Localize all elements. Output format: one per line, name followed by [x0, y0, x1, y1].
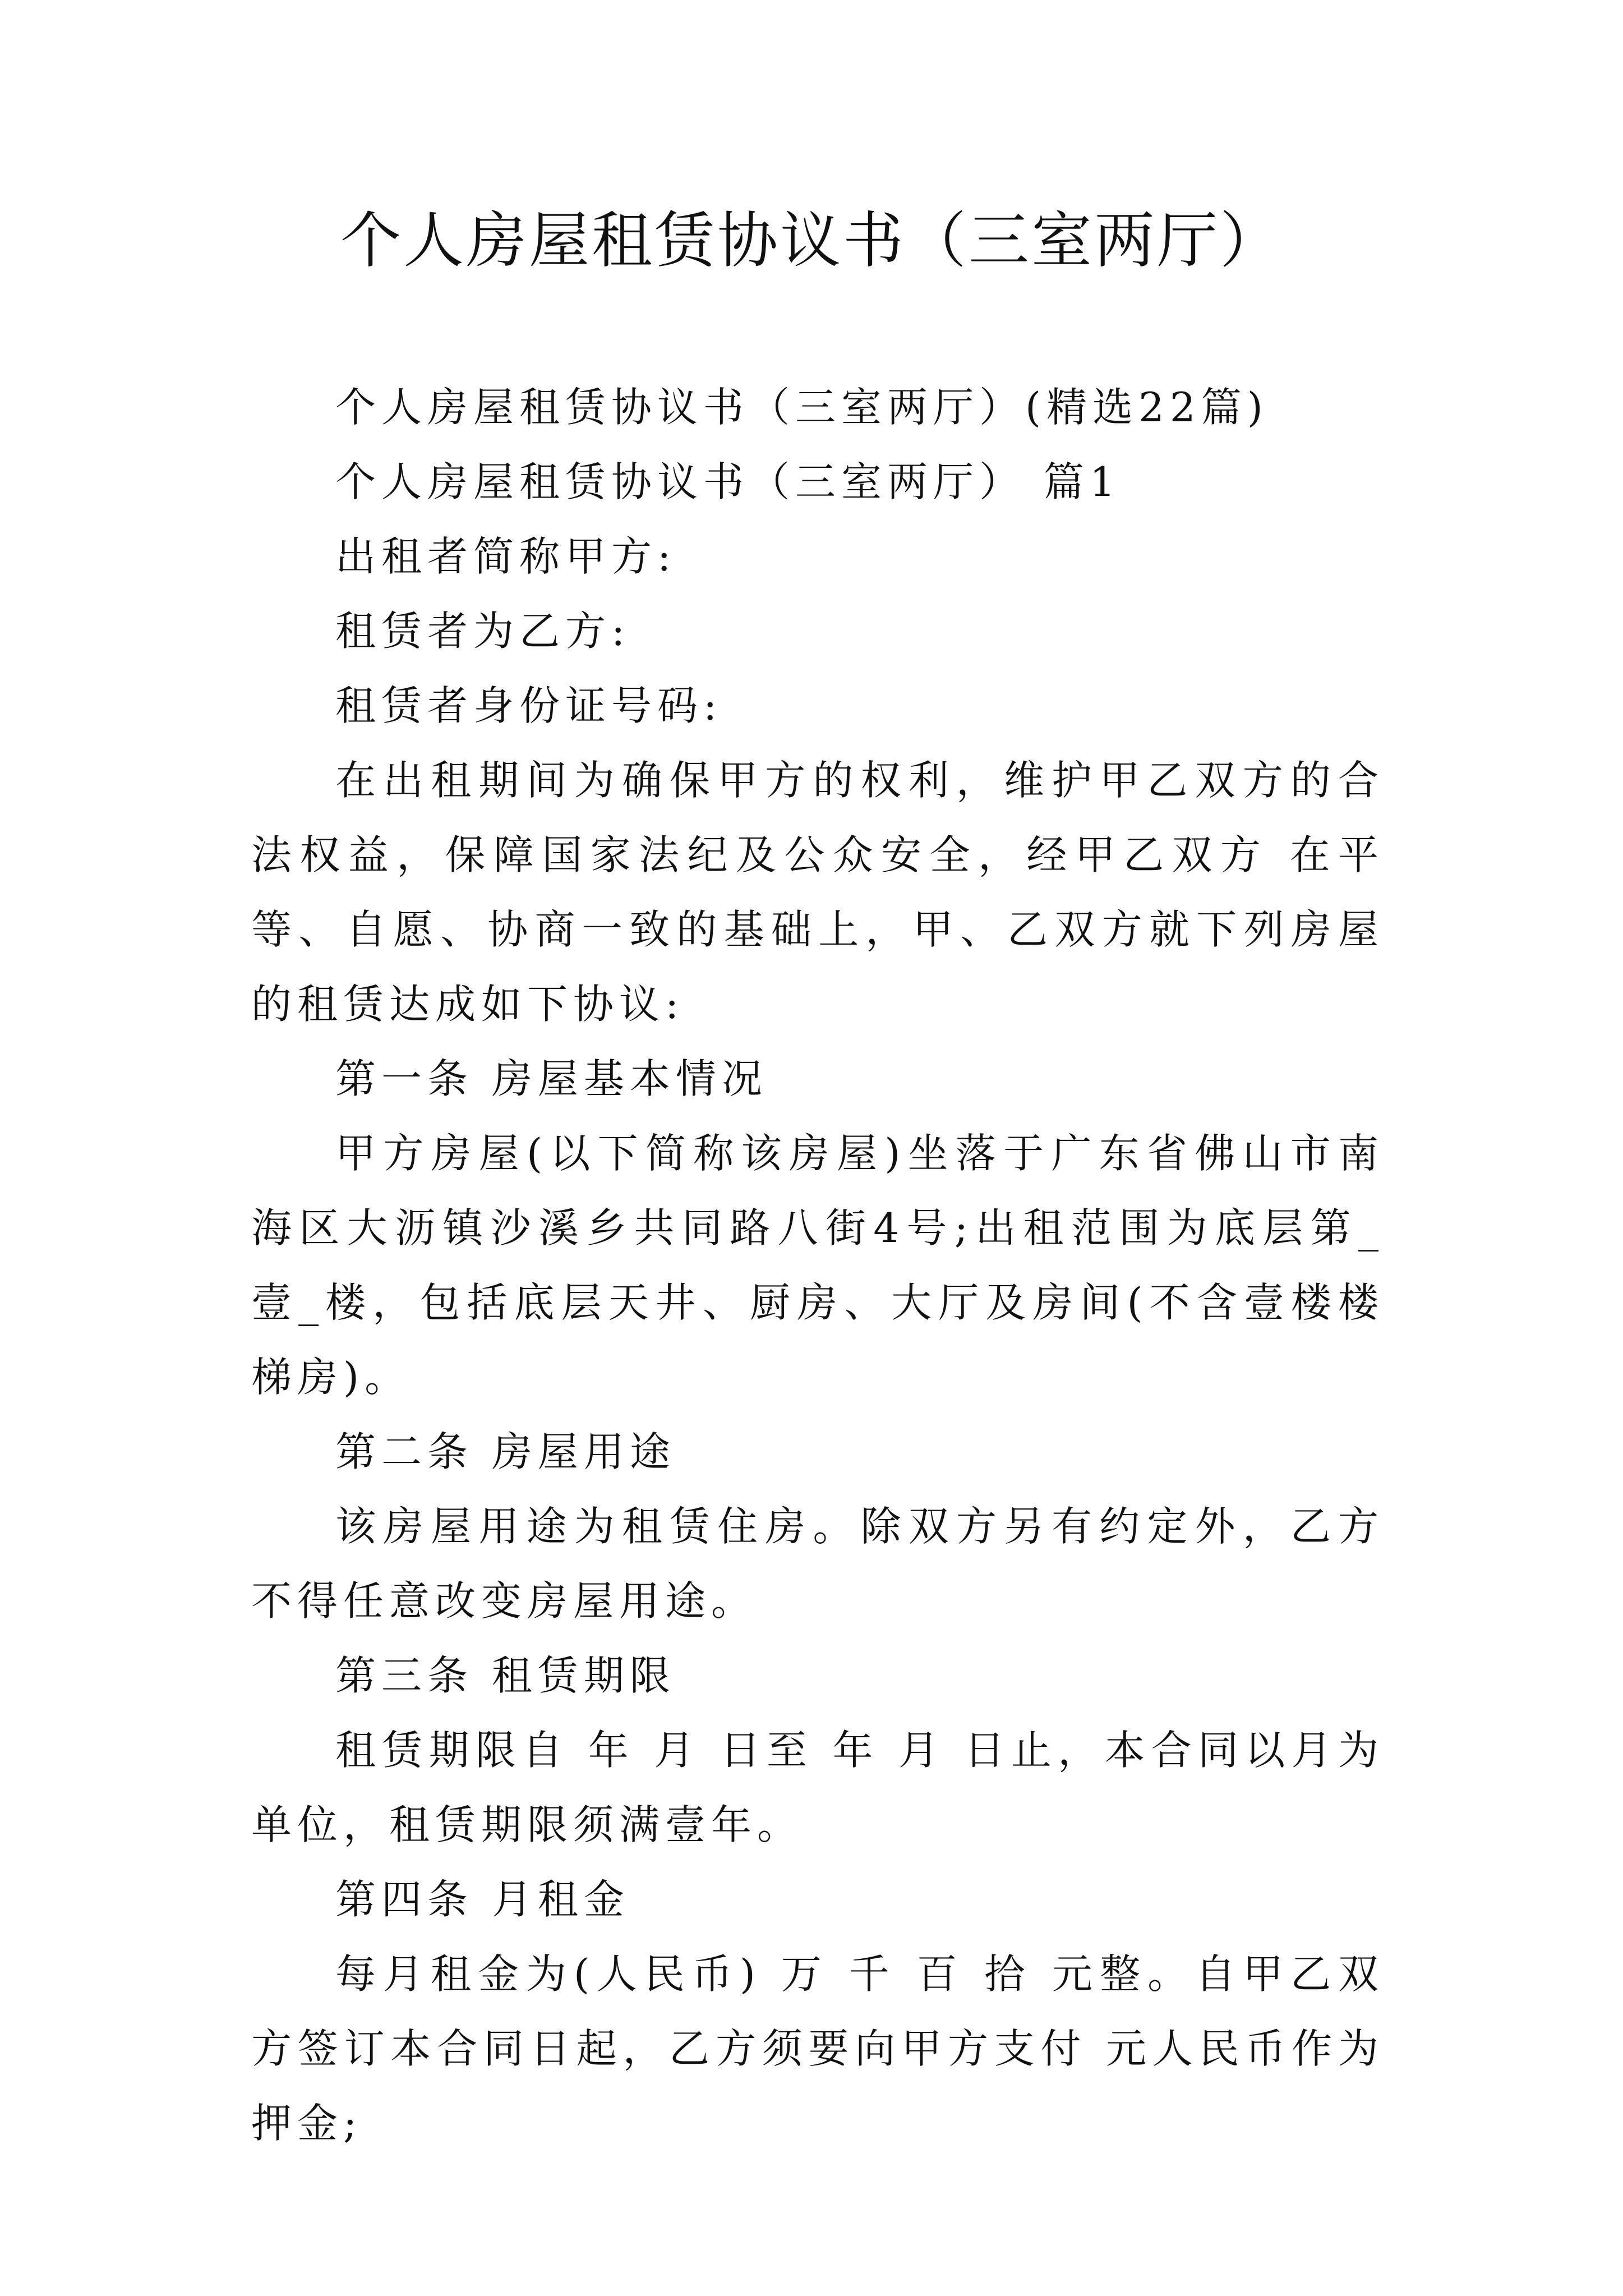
- document-body: [251, 370, 1384, 2161]
- clause-4-heading: 第四条 月租金: [335, 1876, 630, 1923]
- clause-4-body: 每月租金为(人民币) 万 千 百 拾 元整。自甲乙双方签订本合同日起，乙方须要向甲方支付 元人民币作为押金;: [251, 1950, 1384, 2147]
- clause-3-body: 租赁期限自 年 月 日至 年 月 日止，本合同以月为单位，租赁期限须满壹年。: [251, 1727, 1384, 1848]
- lessee-line: 租赁者为乙方:: [335, 608, 631, 655]
- clause-2-heading: 第二条 房屋用途: [335, 1428, 676, 1475]
- lessee-id-line: 租赁者身份证号码:: [335, 682, 723, 729]
- clause-2-body: 该房屋用途为租赁住房。除双方另有约定外，乙方不得任意改变房屋用途。: [251, 1503, 1384, 1625]
- subtitle-collection: 个人房屋租赁协议书（三室两厅）(精选22篇): [335, 384, 1269, 431]
- lessor-line: 出租者简称甲方:: [335, 533, 677, 580]
- section-heading-article-1: 个人房屋租赁协议书（三室两厅） 篇1: [335, 458, 1121, 505]
- clause-1-body: 甲方房屋(以下简称该房屋)坐落于广东省佛山市南海区大沥镇沙溪乡共同路八街4号;出租范围为底层第_壹_楼，包括底层天井、厨房、大厅及房间(不含壹楼楼梯房)。: [251, 1130, 1384, 1401]
- clause-1-heading: 第一条 房屋基本情况: [335, 1055, 768, 1102]
- document-title: 个人房屋租赁协议书（三室两厅）: [340, 206, 1283, 276]
- preamble-paragraph: 在出租期间为确保甲方的权利，维护甲乙双方的合法权益，保障国家法纪及公众安全，经甲乙双方 在平等、自愿、协商一致的基础上，甲、乙双方就下列房屋的租赁达成如下协议:: [251, 757, 1384, 1028]
- clause-3-heading: 第三条 租赁期限: [335, 1652, 676, 1699]
